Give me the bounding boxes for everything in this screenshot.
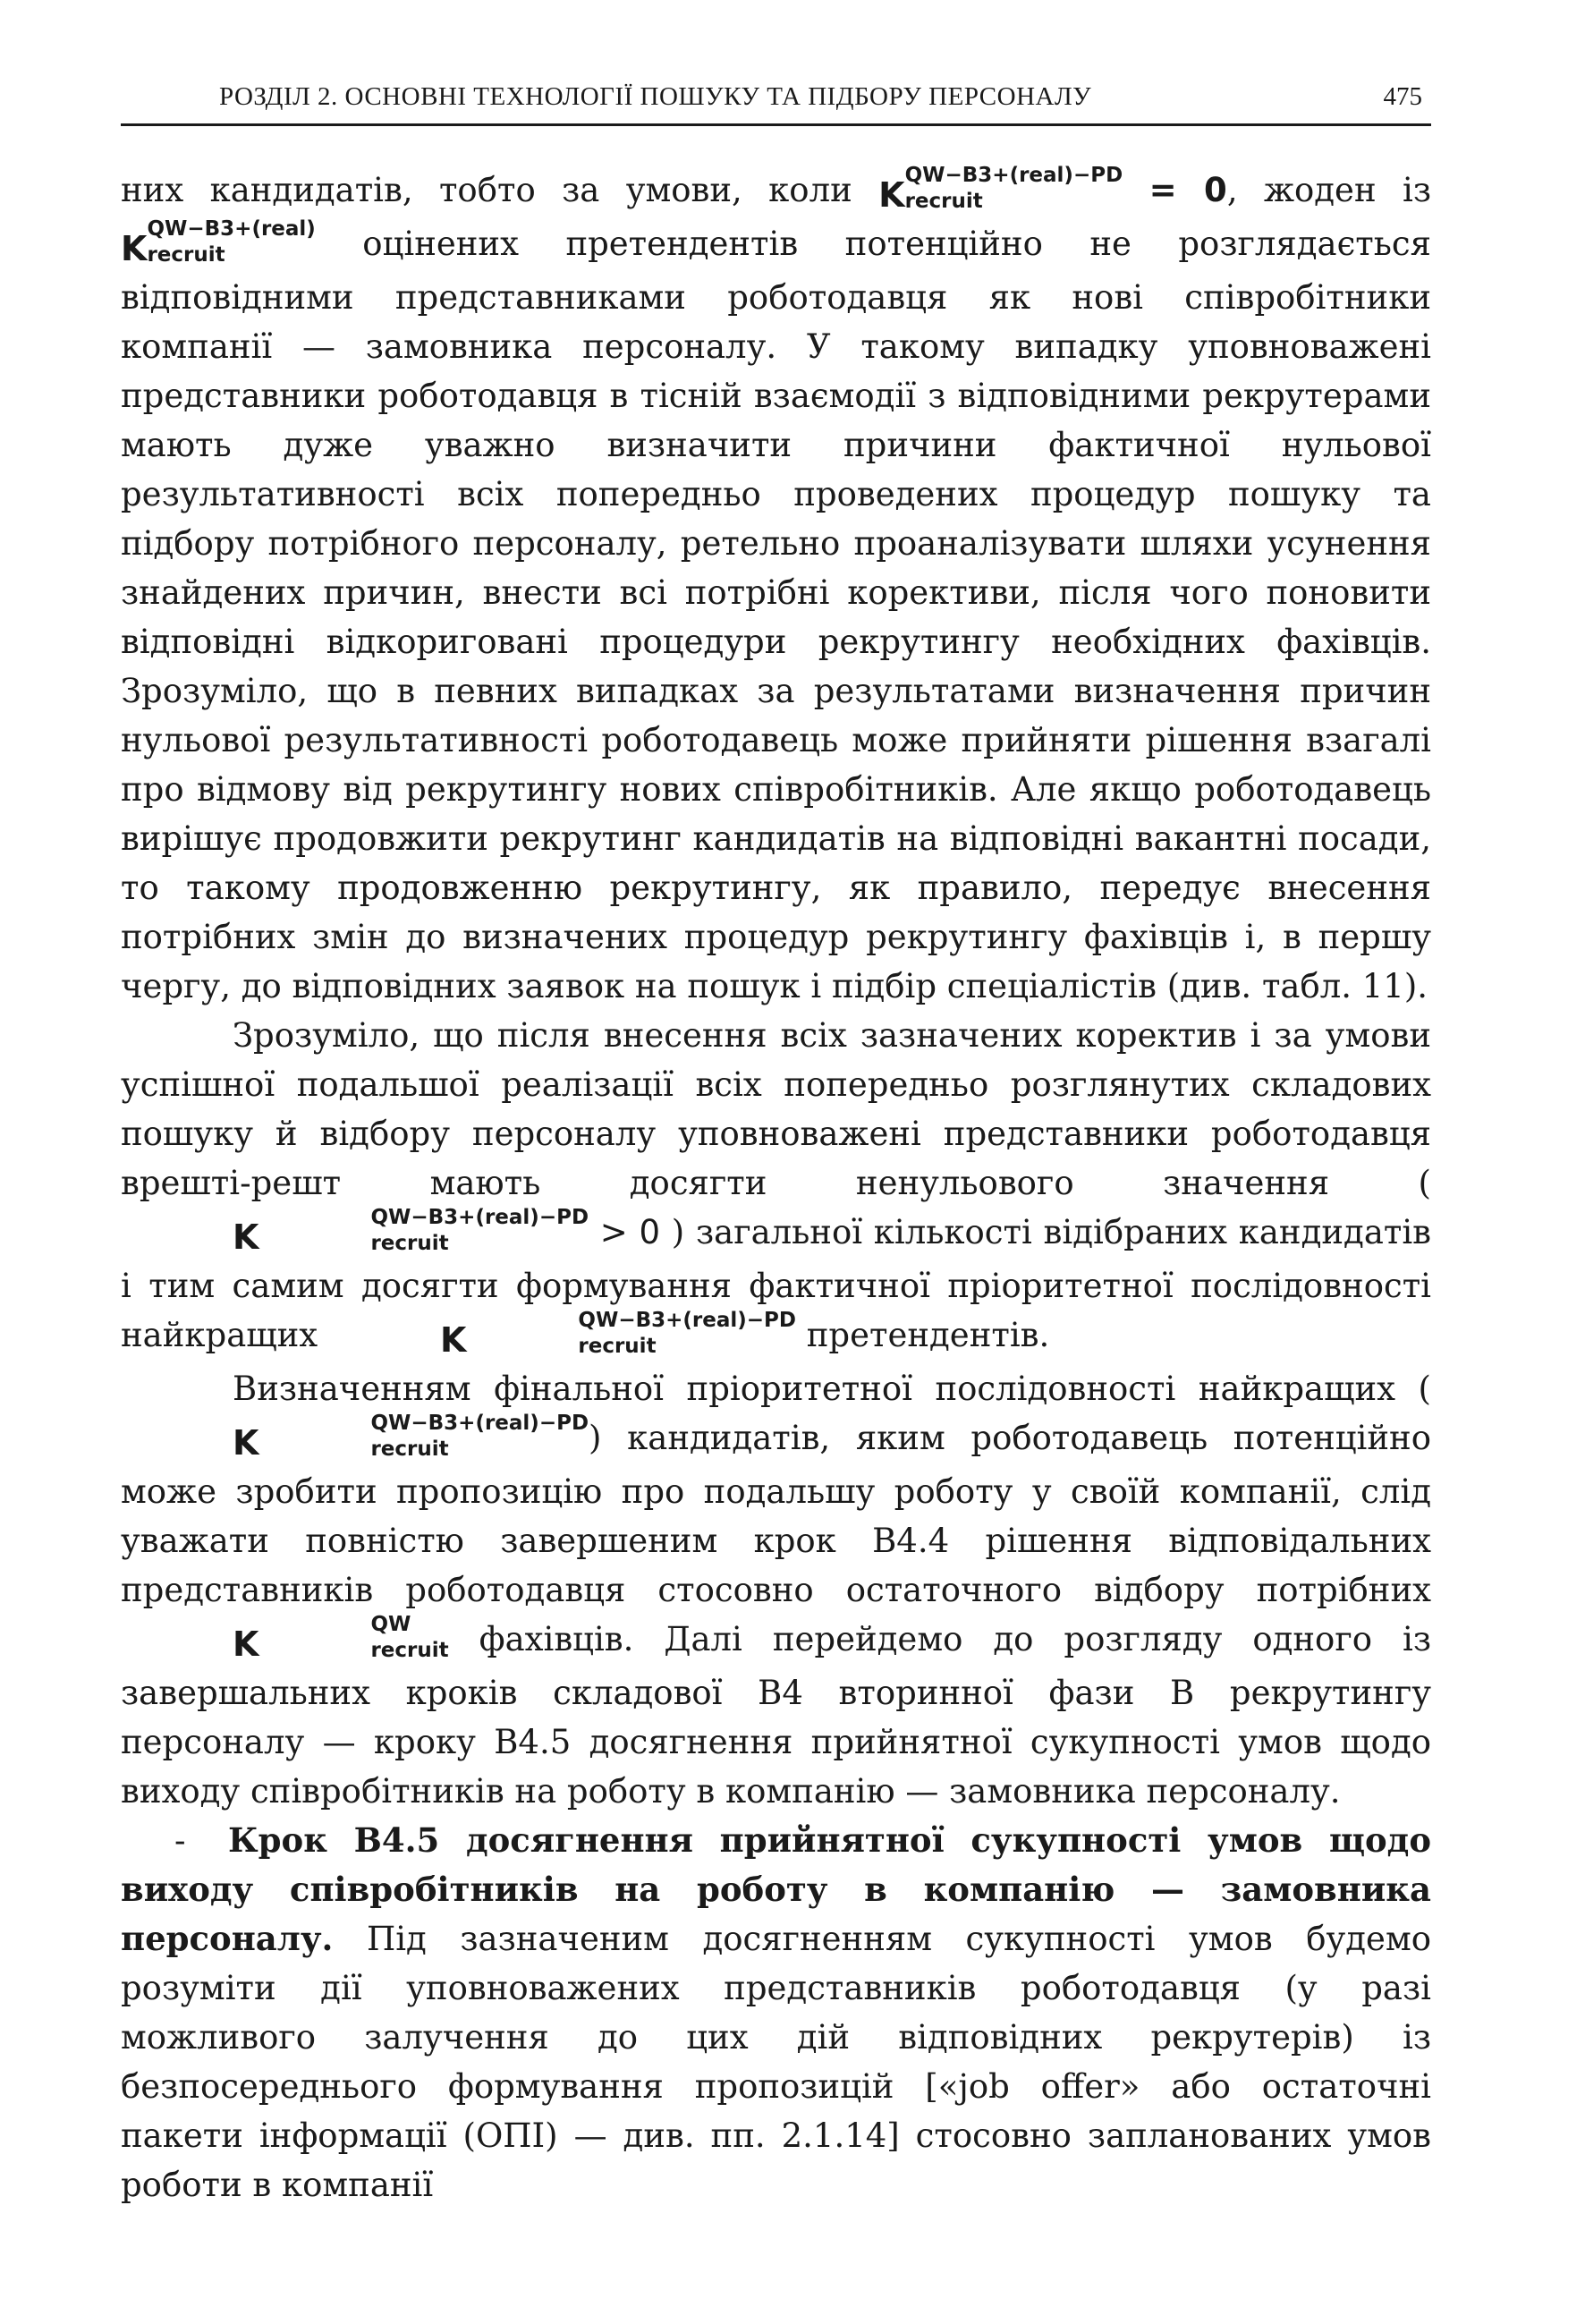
p3-text-b: ) кандидатів, яким роботодавець потенційно може зробити пропозицію про подальшу роботу у своїй компанії, слід уважати повністю завершеним крок В4.4 рішення відповідальних представників роботодавця стосовно остаточного відбору потрібних [121,1419,1431,1609]
formula-k-recruit-real: K QW−B3+(real) recruit [121,217,316,268]
equals-zero: = 0 [1148,171,1227,209]
p2-text-a: Зрозуміло, що після внесення всіх зазначених коректив і за умови успішної подальшої реалізації всіх попередньо розглянутих складових пошуку й відбору персоналу уповноважені представники роботодавця врешті-решт мають досягти ненульового значення ( [121,1016,1431,1202]
greater-than-zero: > 0 [599,1213,661,1251]
page-number: 475 [1383,82,1422,111]
p3-text-c: фахівців. Далі перейдемо до розгляду одного із завершальних кроків складової В4 вторинної фази В рекрутингу персоналу — кроку В4.5 досягнення прийнятної сукупності умов щодо виходу співробітників на роботу в компанію — замовника персоналу. [121,1620,1431,1811]
formula-k-recruit-qw: K QW recruit [233,1613,449,1664]
p1-text-c: оцінених претендентів потенційно не розглядається відповідними представниками роботодавця як нові співробітники компанії — замовника персоналу. У такому випадку уповноважені представники роботодавця в тісній взаємодії з відповідними рекрутерами мають дуже уважно визначити причини фактичної нульової результативності всіх попередньо проведених процедур пошуку та підбору потрібного персоналу, ретельно проаналізувати шляхи усунення знайдених причин, внести всі потрібні корективи, після чого поновити відповідні відкориговані процедури рекрутингу необхідних фахівців. Зрозуміло, що в певних випадках за результатами визначення причин нульової результативності роботодавець може прийняти рішення взагалі про відмову від рекрутингу нових співробітників. Але якщо роботодавець вирішує продовжити рекрутинг кандидатів на відповідні вакантні посади, то такому продовженню рекрутингу, як правило, передує внесення потрібних змін до визначених процедур рекрутингу фахівців і, в першу чергу, до відповідних заявок на пошук і підбір спеціалістів (див. табл. 11). [121,225,1431,1005]
paragraph-4 [121,1816,1431,2209]
page-header [121,70,1431,126]
list-bullet: - [174,1821,186,1860]
p3-text-a: Визначенням фінальної пріоритетної послідовності найкращих ( [233,1370,1431,1408]
formula-k-recruit-full: K QW−B3+(real)−PD recruit [439,1309,796,1360]
body-text [121,165,1431,2209]
running-title: РОЗДІЛ 2. ОСНОВНІ ТЕХНОЛОГІЇ ПОШУКУ ТА ПІДБОРУ ПЕРСОНАЛУ [219,82,1092,111]
formula-k-recruit-full: K QW−B3+(real)−PD recruit [233,1206,589,1257]
step-heading: Крок В4.5 досягнення прийнятної сукупності умов щодо виходу співробітників на роботу в компанію — замовника персоналу. [121,1820,1431,1958]
paragraph-1 [121,165,1431,1011]
paragraph-3 [121,1364,1431,1816]
p1-text-a: них кандидатів, тобто за умови, коли [121,171,879,209]
p2-text-b: ) загальної кількості відібраних кандидатів і тим самим досягти формування фактичної пріоритетної послідовності найкращих [121,1213,1432,1354]
formula-k-recruit-full: K QW−B3+(real)−PD recruit [878,164,1123,215]
paragraph-2 [121,1011,1431,1364]
p1-text-b: , жоден із [1226,171,1431,209]
formula-k-recruit-full: K QW−B3+(real)−PD recruit [233,1412,589,1463]
p2-text-c: претендентів. [795,1316,1050,1354]
p4-text: Під зазначеним досягненням сукупності умов будемо розуміти дії уповноважених представників роботодавця (у разі можливого залучення до цих дій відповідних рекрутерів) із безпосереднього формування пропозицій [«job offer» або остаточні пакети інформації (ОПІ) — див. пп. 2.1.14] стосовно запланованих умов роботи в компанії [121,1920,1431,2204]
